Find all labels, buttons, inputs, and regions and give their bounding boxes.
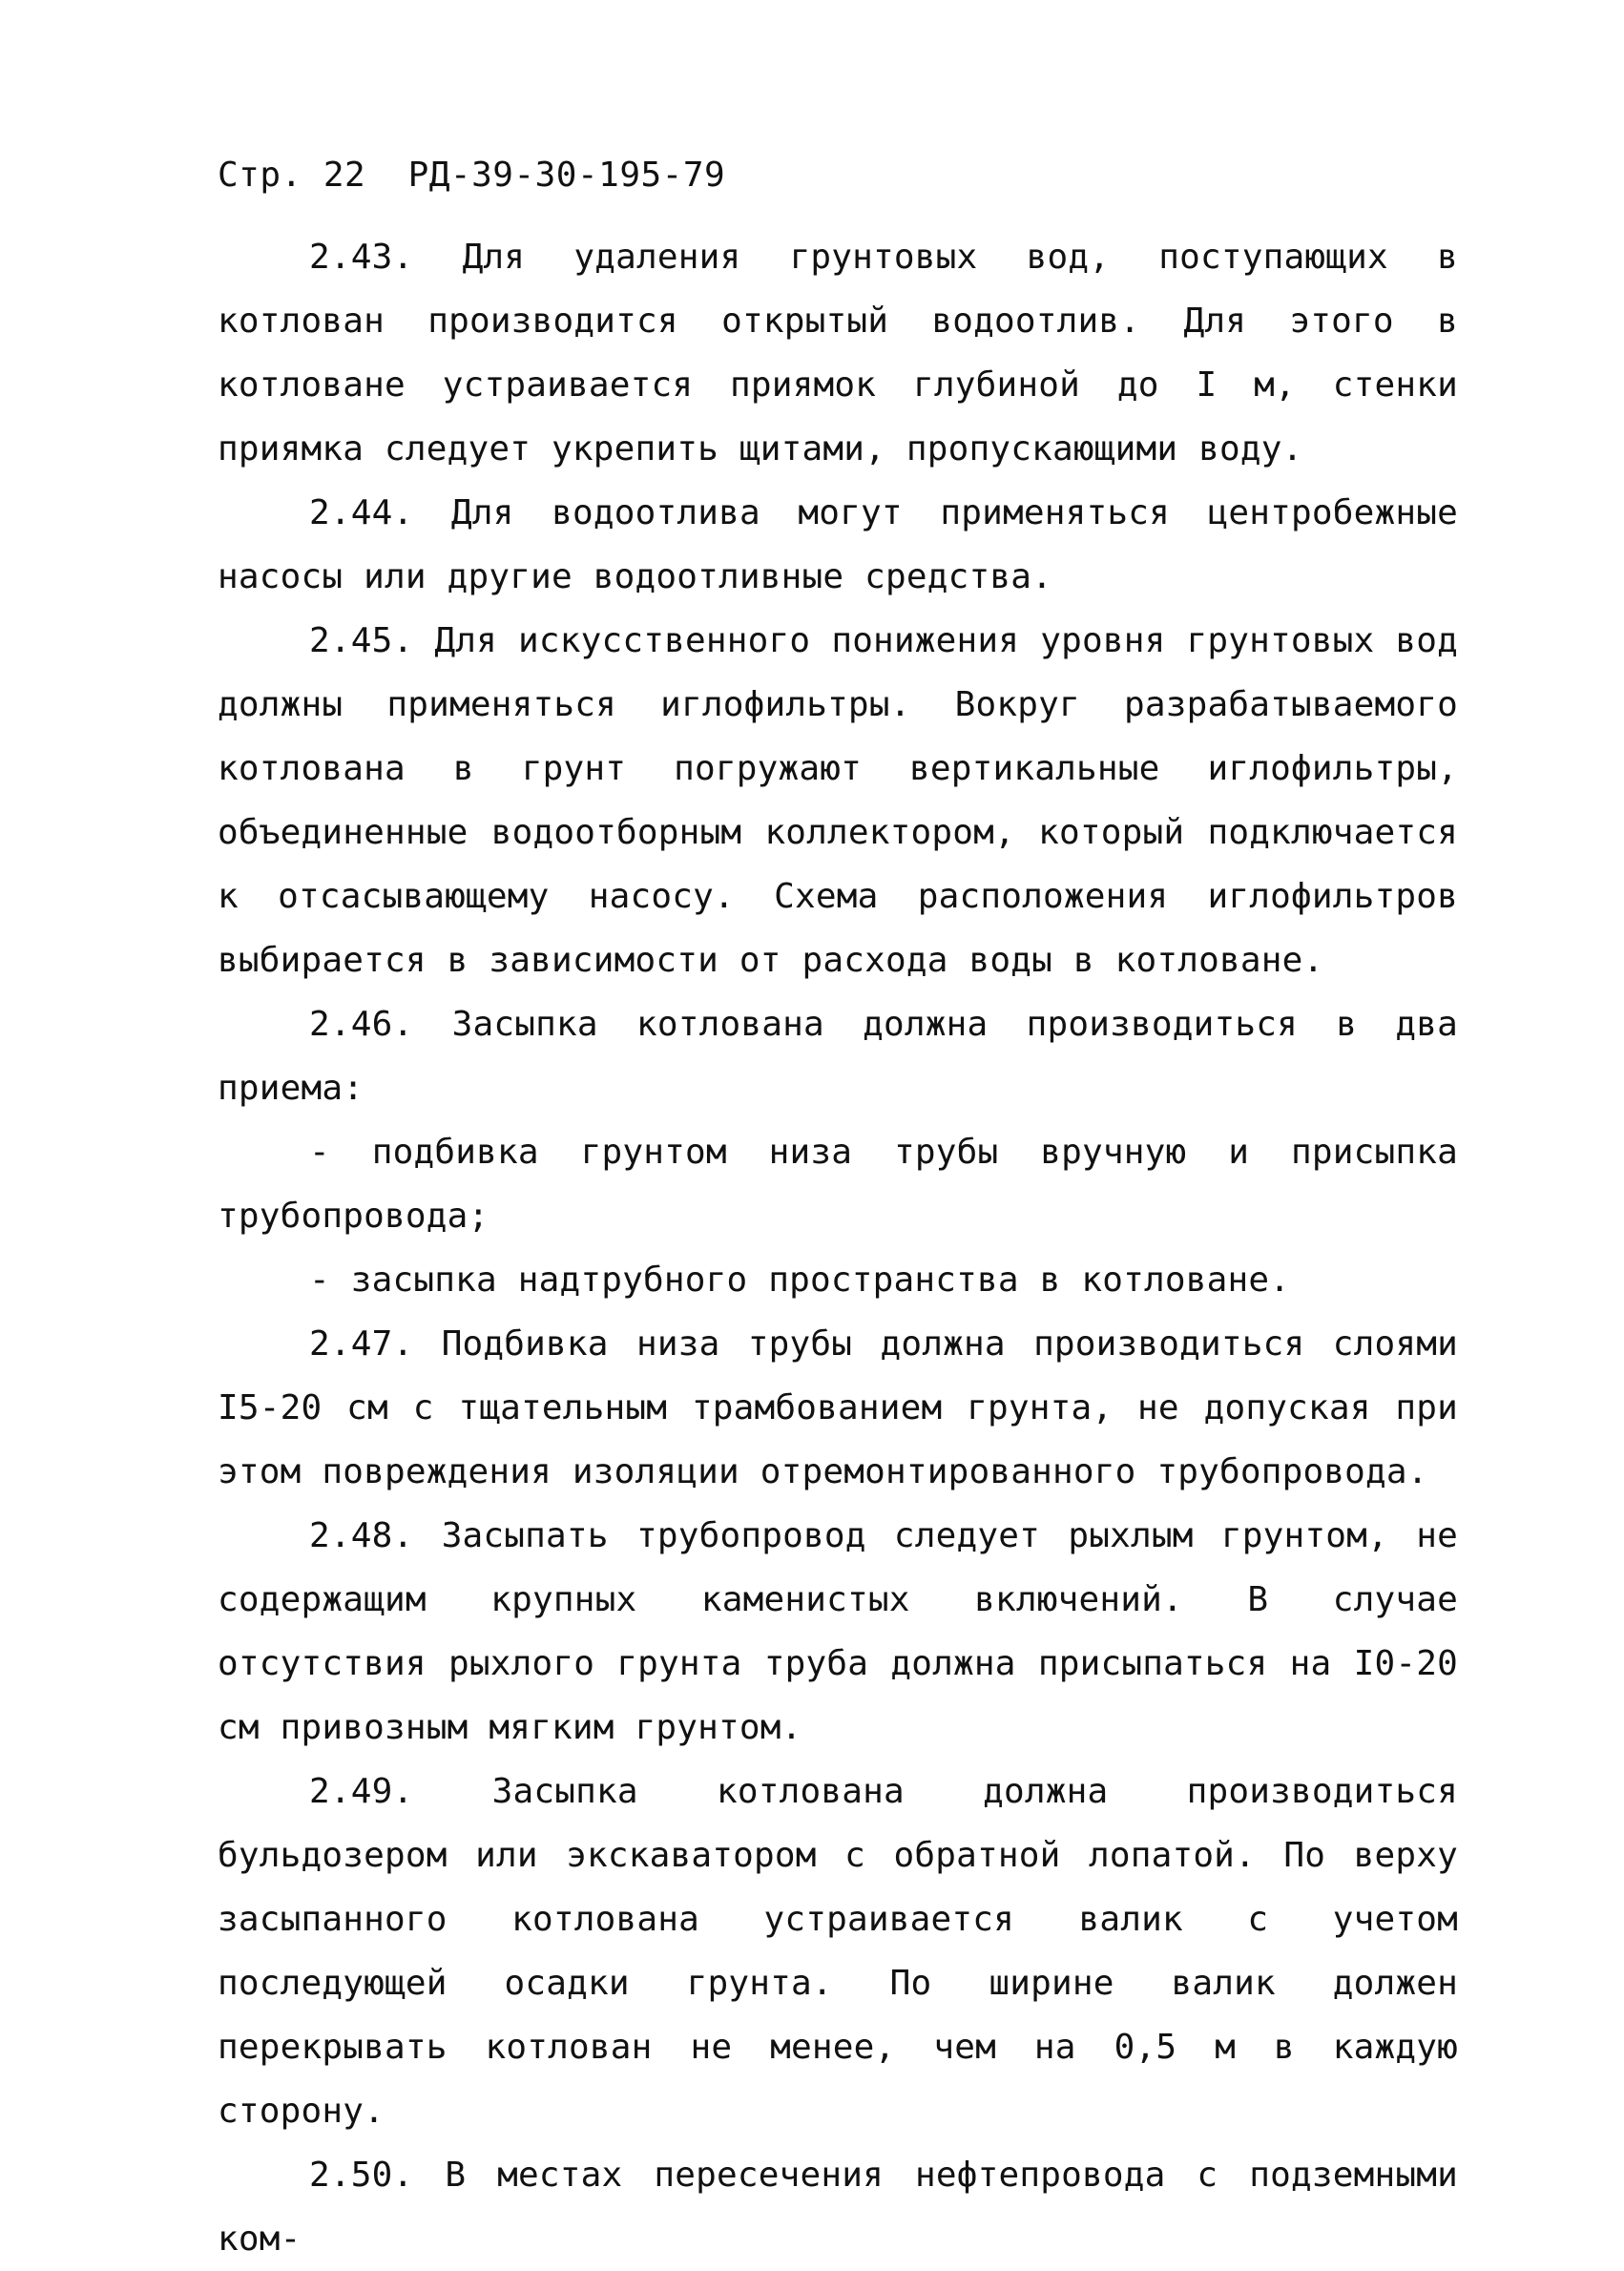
paragraph-2-46: 2.46. Засыпка котлована должна производиться в два приема: [218, 1005, 1458, 1108]
list-item-pipe-bedding: - подбивка грунтом низа трубы вручную и присыпка трубопровода; [218, 1133, 1458, 1236]
paragraph-2-47: 2.47. Подбивка низа трубы должна производиться слоями I5-20 см с тщательным трамбованием грунта, не допуская при этом повреждения изоляции отремонтированного трубопровода. [218, 1324, 1458, 1491]
paragraph-2-43: 2.43. Для удаления грунтовых вод, поступающих в котлован производится открытый водоотлив. Для этого в котловане устраивается приямок глубиной до I м, стенки приямка следует укрепить щитами, пропускающими воду. [218, 238, 1458, 469]
paragraph-2-45: 2.45. Для искусственного понижения уровня грунтовых вод должны применяться иглофильтры. Вокруг разрабатываемого котлована в грунт погружают вертикальные иглофильтры, объединенные водоотборным коллектором, который подключается к отсасывающему насосу. Схема расположения иглофильтров выбирается в зависимости от расхода воды в котловане. [218, 621, 1458, 980]
paragraph-2-44: 2.44. Для водоотлива могут применяться центробежные насосы или другие водоотливные средства. [218, 493, 1458, 596]
document-code: РД-39-30-195-79 [407, 156, 726, 195]
page-header [218, 143, 725, 207]
paragraph-2-48: 2.48. Засыпать трубопровод следует рыхлым грунтом, не содержащим крупных каменистых включений. В случае отсутствия рыхлого грунта труба должна присыпаться на I0-20 см привозным мягким грунтом. [218, 1516, 1458, 1747]
page-number: Стр. 22 [218, 156, 366, 195]
paragraph-2-49: 2.49. Засыпка котлована должна производиться бульдозером или экскаватором с обратной лопатой. По верху засыпанного котлована устраивается валик с учетом последующей осадки грунта. По ширине валик должен перекрывать котлован не менее, чем на 0,5 м в каждую сторону. [218, 1772, 1458, 2131]
paragraph-2-50: 2.50. В местах пересечения нефтепровода с подземными ком- [218, 2156, 1458, 2259]
list-item-backfill: - засыпка надтрубного пространства в котловане. [309, 1261, 1291, 1300]
document-body [218, 225, 1458, 2271]
